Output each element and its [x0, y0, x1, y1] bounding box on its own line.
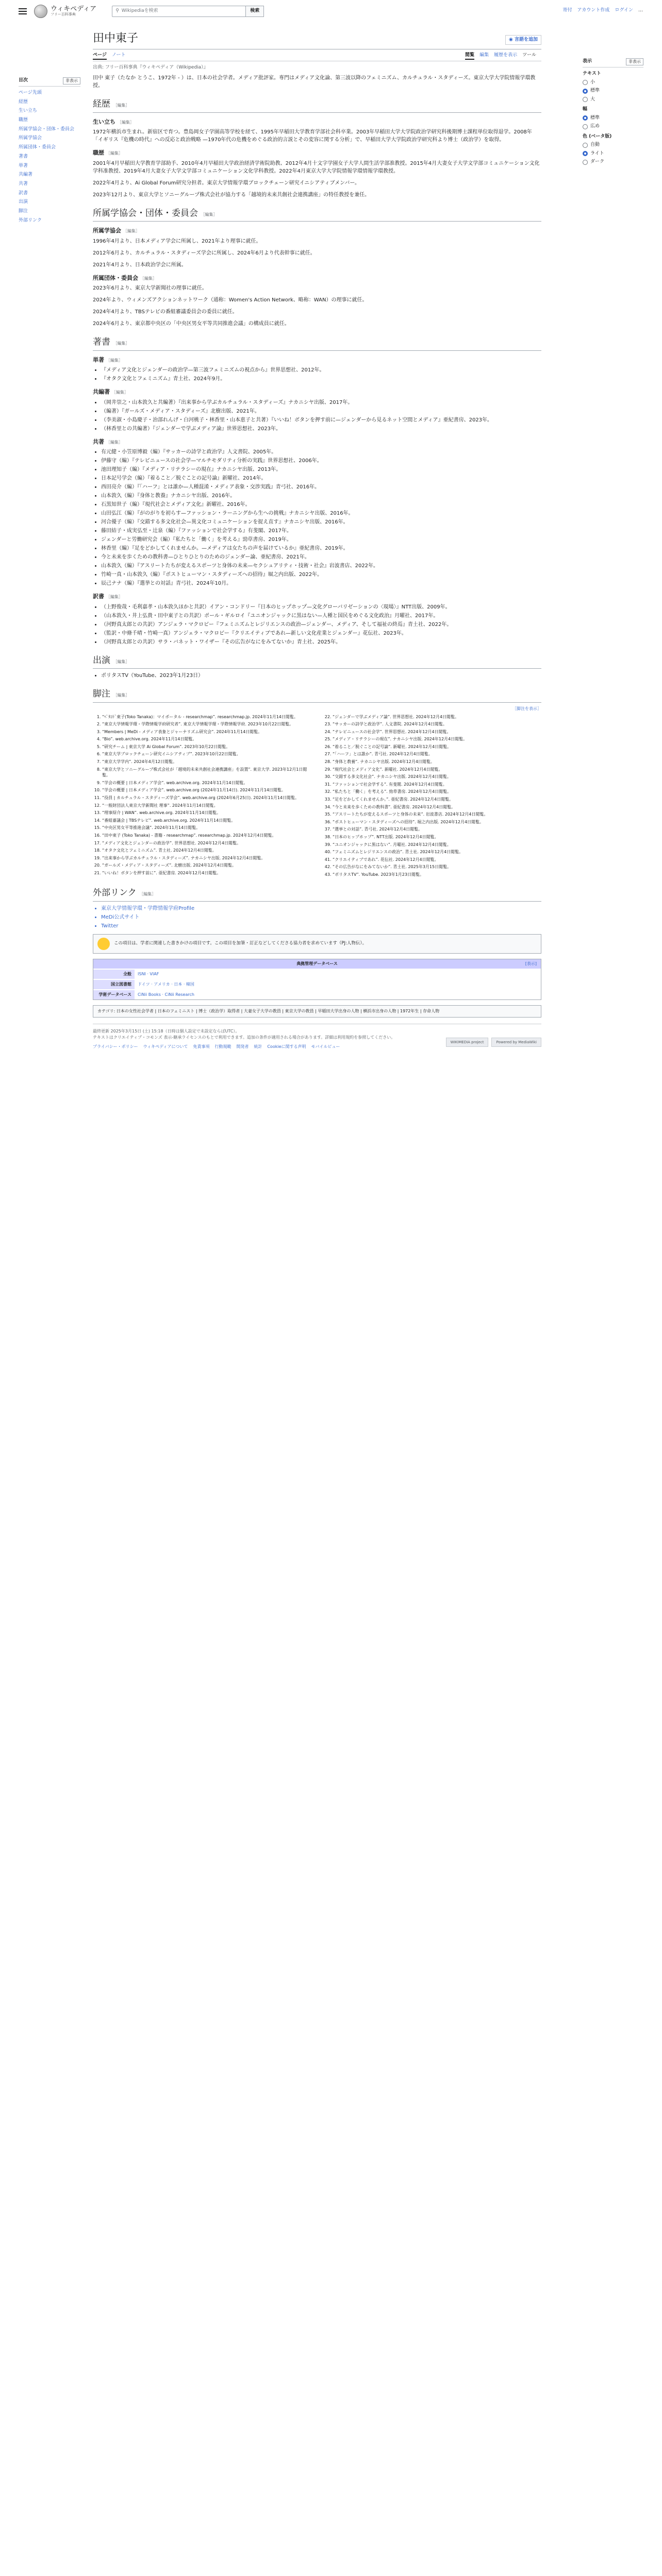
footer-link[interactable]: Cookieに関する声明 [267, 1044, 306, 1049]
org-paragraph: 2024年4月より、TBSテレビの番組審議委員会の委員に就任。 [93, 309, 238, 315]
list-item: • 山本敦久（編）『身体と教養』ナカニシヤ出版、2016年。 [101, 492, 541, 500]
toc-item[interactable]: 所属学協会・団体・委員会 [19, 126, 75, 132]
list-item[interactable]: • MeDi公式サイト [101, 913, 541, 921]
reference-item[interactable]: 3. “Members | MeDi - メディア表象とジャーナリズム研究会”. 2024年11月14日閲覧。 [102, 729, 311, 735]
more-options-icon[interactable]: … [638, 8, 643, 13]
page-title: 田中東子 ◉ 言語を追加 [93, 30, 541, 49]
reference-item[interactable]: 21. “いいね！ボタンを押す前に”. 亜紀書房. 2024年12月4日閲覧。 [102, 870, 311, 876]
list-item[interactable]: • Twitter [101, 922, 541, 930]
list-item: • （林香里との共編著）『ジェンダーで学ぶメディア論』世界思想社、2023年。 [101, 425, 541, 433]
toc-list [19, 89, 80, 225]
list-item: • 『オタク文化とフェミニズム』青土社、2024年9月。 [101, 375, 541, 383]
reference-item[interactable]: 19. “出来事から学ぶカルチュラル・スタディーズ”. ナカニシヤ出版. 2024年12月4日閲覧。 [102, 855, 311, 861]
section-career: 経歴 ［編集］ [93, 98, 541, 113]
list-item: • 『メディア文化とジェンダーの政治学—第三波フェミニズムの視点から』世界思想社、2012年。 [101, 366, 541, 374]
coed-books-list [101, 399, 541, 433]
subsection-birth: 生い立ち ［編集］ [93, 118, 134, 125]
single-books-list [101, 366, 541, 383]
reference-item[interactable]: 23. “サッカーの詩学と政治学”. 人文書院. 2024年12月4日閲覧。 [333, 721, 541, 727]
reference-item[interactable]: 6. “東京大学ブロックチェーン研究イニシアティブ”. 2023年10月22日閲覧。 [102, 751, 311, 757]
toc-sidebar [19, 77, 80, 225]
add-language-button[interactable]: ◉ 言語を追加 [505, 35, 541, 45]
reference-item[interactable]: 2. “東京大学情報学環・学際情報学府研究者”. 東京大学情報学環・学際情報学府. 2023年10月22日閲覧。 [102, 721, 311, 727]
tab-edit[interactable]: 編集 [479, 53, 489, 58]
edit-section-link[interactable]: ［編集］ [201, 212, 218, 217]
edit-section-link[interactable]: ［編集］ [113, 659, 130, 664]
reference-item[interactable]: 20. “ガールズ・メディア・スタディーズ”. 北樹出版. 2024年12月4日閲覧。 [102, 862, 311, 869]
appearance-hide-button[interactable]: 非表示 [626, 58, 643, 65]
edit-section-link[interactable]: ［編集］ [113, 693, 130, 698]
from-wikipedia: 出典: フリー百科事典『ウィキペディア（Wikipedia）』 [93, 64, 208, 70]
footer-link[interactable]: モバイルビュー [311, 1044, 340, 1049]
text-size-label: テキスト [583, 71, 601, 76]
toc-item[interactable]: 外部リンク [19, 217, 42, 223]
reference-item[interactable]: 4. “Bio”. web.archive.org. 2024年11月14日閲覧。 [102, 736, 311, 742]
tab-tools[interactable]: ツール [522, 53, 536, 58]
job-paragraph: 2023年12月より、東京大学とソニーグループ株式会社が協力する「越境的未来共創社会連携講座」の特任教授を兼任。 [93, 192, 370, 198]
authority-row-label: 学術データベース [93, 990, 135, 999]
color-auto[interactable]: 自動 [583, 142, 643, 149]
search-input[interactable] [112, 6, 246, 17]
authority-row-links[interactable]: ドイツ · アメリカ · 日本 · 韓国 [135, 980, 541, 989]
subsection-job: 職歴 ［編集］ [93, 149, 123, 156]
reference-item[interactable]: 24. “テレビニュースの社会学”. 世界思想社. 2024年12月4日閲覧。 [333, 729, 541, 735]
list-item[interactable]: • 東京大学情報学環・学際情報学府Profile [101, 905, 541, 912]
donate-link[interactable]: 寄付 [562, 8, 572, 13]
reference-item[interactable]: 25. “メディア・リテラシーの現在”. ナカニシヤ出版. 2024年12月4日閲覧。 [333, 736, 541, 742]
list-item: • （山本敦久・井上弘貴・田中東子との共訳）ポール・ギルロイ『ユニオンジャックに黒はない—人種と国民をめぐる文化政治』月曜社、2017年。 [101, 612, 541, 620]
authority-row-links[interactable]: ISNI · VIAF [135, 970, 541, 979]
footer-link[interactable]: 免責事項 [193, 1044, 210, 1049]
reference-item[interactable]: 26. “着ること／脱ぐことの記号論”. 新曜社. 2024年12月4日閲覧。 [333, 744, 541, 750]
list-item: • 山田弘江（編）『がのがりを初らす—ファッション・ラーニングから生への挑戦』ナカニシヤ出版、2016年。 [101, 510, 541, 517]
reference-item[interactable]: 1. “ﾍﾟﾀｺﾄﾞ東子(Toko Tanaka)：マイポータル - researchmap”. researchmap.jp. 2024年11月14日閲覧。 [102, 714, 311, 720]
search-form [112, 6, 264, 17]
footer-link[interactable]: 統計 [254, 1044, 262, 1049]
create-account-link[interactable]: アカウント作成 [577, 8, 610, 13]
job-paragraph: 2001年4月早稲田大学教育学部助手、2010年4月早稲田大学政治経済学術院助教、2012年4月十文字学園女子大学人間生活学部准教授。2015年4月大妻女子大学文学部コミュニケーション文化学科准教授、2019年4月大妻女子大学文学部コミュニケーション文化学科教授。2022年4月東京大学大学院情報学環情報学環教授。 [93, 160, 540, 174]
search-icon: ⚲ [115, 8, 119, 14]
page-footer [93, 1024, 541, 1050]
reference-item[interactable]: 17. “メディア文化とジェンダーの政治学”. 世界思想社. 2024年12月4日閲覧。 [102, 840, 311, 846]
reference-item[interactable]: 15. “中央区男女平等推進会議”. 2024年11月14日閲覧。 [102, 825, 311, 831]
reference-item[interactable]: 41. “クリエイティブであれ”. 花伝社. 2024年12月4日閲覧。 [333, 857, 541, 863]
toc-item[interactable]: 共著 [19, 181, 28, 187]
color-light[interactable]: ライト [583, 150, 643, 158]
reference-item[interactable]: 8. “東京大学とソニーグループ株式会社が「越境的未来共創社会連携講座」を設置”. 東京大学. 2023年12月1日閲覧。 [102, 767, 311, 778]
edit-section-link[interactable]: ［編集］ [113, 341, 130, 346]
reference-item[interactable]: 33. “足をどかしてくれませんか。”. 亜紀書房. 2024年12月4日閲覧。 [333, 796, 541, 803]
toc-title: 目次 [19, 78, 28, 83]
appearance-title: 表示 [583, 59, 592, 64]
toc-item[interactable]: 訳書 [19, 190, 28, 196]
reference-item[interactable]: 7. “東京大学学内”. 2024年4月12日閲覧。 [102, 759, 311, 765]
list-item: • 今と未来を歩くための教科書—ひとりひとりのためのジェンダー論、亜紀書房、2021年。 [101, 553, 541, 561]
list-item: • 有元健・小笠原博毅（編）『サッカーの詩学と政治学』人文書院、2005年。 [101, 448, 541, 456]
org-paragraph: 2023年6月より、東京大学新聞社の理事に就任。 [93, 285, 207, 291]
list-item: • （監訳・中條千晴・竹崎一真）アンジェラ・マクロビー『クリエイティブであれ—新しい文化産業とジェンダー』花伝社、2023年。 [101, 630, 541, 637]
reference-item[interactable]: 38. “日本のヒップホップ”. NTT出版. 2024年12月4日閲覧。 [333, 834, 541, 840]
subsection-co: 共著 ［編集］ [93, 438, 123, 445]
toc-item[interactable]: 所属学協会 [19, 135, 42, 141]
list-item: • （岡井崇之・山本敦久と共編著）『出来事から学ぶカルチュラル・スタディーズ』ナカニシヤ出版、2017年。 [101, 399, 541, 406]
reference-item[interactable]: 9. “学会の概要 | 日本メディア学会”. web.archive.org. 2024年11月14日閲覧。 [102, 780, 311, 786]
toc-item[interactable]: 脚注 [19, 208, 28, 214]
wikipedia-globe-icon [34, 5, 47, 18]
site-logo[interactable] [34, 5, 96, 18]
edit-section-link[interactable]: ［編集］ [111, 390, 128, 395]
page-tabs [93, 49, 541, 61]
search-button[interactable]: 検索 [245, 6, 264, 17]
appearance-list [101, 672, 541, 680]
edit-section-link[interactable]: ［編集］ [140, 276, 157, 281]
logo-title: ウィキペディア [51, 5, 97, 13]
reference-item[interactable]: 35. “アスリートたちが変えるスポーツと身体の未来”. 岩波書店. 2024年12月4日閲覧。 [333, 811, 541, 818]
list-item: • ポリタスTV（YouTube、2023年1月23日） [101, 672, 541, 680]
edit-section-link[interactable]: ［編集］ [106, 439, 123, 445]
authority-row-links[interactable]: CiNii Books · CiNii Research [135, 990, 541, 999]
list-item: • 日本記号学会（編）『着ること／脱ぐことの記号論』新曜社、2014年。 [101, 474, 541, 482]
stub-notice: この項目は、学者に関連した書きかけの項目です。この項目を加筆・訂正などしてくださる協力者を求めています（PJ:人物伝）。 [93, 934, 541, 954]
list-item: • （河野真太郎との共訳）アンジェラ・マクロビー『フェミニズムとレジリエンスの政治—ジェンダー、メディア、そして福祉の終焉』青土社、2022年。 [101, 621, 541, 629]
list-item: • 藤田結子・成実弘至・辻泉（編）『ファッションで社会学する』有斐閣、2017年。 [101, 527, 541, 535]
reference-item[interactable]: 12. “一般財団法人東京大学新聞社 理事”. 2024年11月14日閲覧。 [102, 803, 311, 809]
reference-item[interactable]: 16. “田中東子 (Toko Tanaka) - 書籍 - researchmap”. researchmap.jp. 2024年12月4日閲覧。 [102, 833, 311, 839]
edit-section-link[interactable]: ［編集］ [139, 892, 156, 897]
authority-row-label: 全般 [93, 970, 135, 979]
width-standard[interactable]: 標準 [583, 115, 643, 122]
login-link[interactable]: ログイン [615, 8, 633, 13]
mediawiki-badge[interactable]: Powered by MediaWiki [491, 1038, 541, 1047]
list-item: • 池田理知子（編）『メディア・リテラシーの現在』ナカニシヤ出版、2013年。 [101, 466, 541, 473]
toc-item[interactable]: 共編著 [19, 172, 33, 178]
reference-item[interactable]: 18. “オタク文化とフェミニズム”. 青土社. 2024年12月4日閲覧。 [102, 848, 311, 854]
width-label: 幅 [583, 107, 588, 112]
stub-icon [97, 938, 110, 950]
reference-item[interactable]: 39. “ユニオンジャックに黒はない”. 月曜社. 2024年12月4日閲覧。 [333, 842, 541, 848]
list-item: • 山本敦久（編）『アスリートたちが変えるスポーツと身体の未来—セクシュアリティ・技術・社会』岩波書店、2022年。 [101, 562, 541, 570]
toc-item[interactable]: 職歴 [19, 117, 28, 123]
subsection-coed: 共編著 ［編集］ [93, 388, 128, 395]
section-notes: 脚注 ［編集］ [93, 688, 541, 703]
reference-item[interactable]: 32. “私たちと「働く」を考える”. 勁草書房. 2024年12月4日閲覧。 [333, 789, 541, 795]
color-label: 色 (ベータ版) [583, 133, 612, 139]
reference-item[interactable]: 14. “番組審議会 | TBSテレビ”. web.archive.org. 2024年11月14日閲覧。 [102, 818, 311, 824]
edit-section-link[interactable]: ［編集］ [123, 229, 140, 233]
footer-link[interactable]: 行動規範 [214, 1044, 231, 1049]
org-paragraph: 2024年6月より、東京都中央区の「中央区男女平等共同推進会議」の構成員に就任。 [93, 321, 290, 327]
authority-row [93, 989, 541, 999]
reference-item[interactable]: 31. “ファッションで社会学する”. 有斐閣. 2024年12月4日閲覧。 [333, 782, 541, 788]
category-links[interactable]: カテゴリ: 日本の女性社会学者 | 日本のフェミニスト | 博士（政治学）取得者 | 大妻女子大学の教員 | 東京大学の教員 | 早稲田大学出身の人物 | 横浜市出身の人物 | 1972年生 | 存命人物 [93, 1005, 541, 1018]
reference-item[interactable]: 37. “選挙との対話”. 青弓社. 2024年12月4日閲覧。 [333, 826, 541, 833]
edit-section-link[interactable]: ［編集］ [113, 103, 130, 108]
toc-item[interactable]: 著書 [19, 154, 28, 159]
text-size-small[interactable]: 小 [583, 79, 643, 87]
reference-item[interactable]: 22. “ジェンダーで学ぶメディア論”. 世界思想社. 2024年12月4日閲覧。 [333, 714, 541, 720]
tab-talk[interactable]: ノート [111, 53, 126, 58]
reference-item[interactable]: 13. “理事紹介 | WAN”. web.archive.org. 2024年11月14日閲覧。 [102, 810, 311, 816]
external-links-list [101, 905, 541, 930]
list-item: • 伊藤守（編）『テレビニュースの社会学—マルチモダリティ分析の実践』世界思想社、2006年。 [101, 457, 541, 465]
authority-control [93, 959, 541, 1000]
org-paragraph: 1996年4月より、日本メディア学会に所属し、2021年より理事に就任。 [93, 238, 261, 244]
authority-toggle[interactable]: [表示] [525, 961, 537, 966]
reference-item[interactable]: 36. “ポストヒューマン・スタディーズへの招待”. 堀之内出版. 2024年12月4日閲覧。 [333, 819, 541, 825]
reference-item[interactable]: 40. “フェミニズムとレジリエンスの政治”. 青土社. 2024年12月4日閲覧。 [333, 849, 541, 855]
tab-read[interactable]: 閲覧 [465, 53, 474, 60]
co-books-list [101, 448, 541, 587]
list-item: • 石黒知世子（編）『現代社会とメディア文化』新曜社、2016年。 [101, 501, 541, 509]
toc-item[interactable]: 経歴 [19, 99, 28, 105]
toc-hide-button[interactable]: 非表示 [63, 77, 80, 84]
last-modified: 最終更新 2025年3月15日 (土) 15:18（日時は個人設定で未設定ならばUTC）。 [93, 1028, 240, 1033]
logo-subtitle: フリー百科事典 [51, 12, 76, 17]
list-item: • 竹崎一真・山本敦久（編）『ポストヒューマン・スタディーズへの招待』堀之内出版、2022年。 [101, 571, 541, 579]
job-paragraph: 2022年4月より、Ai Global Forum研究分担者。東京大学情報学環ブロックチェーン研究イニシアティブメンバー。 [93, 180, 360, 186]
org-paragraph: 2012年6月より、カルチュラル・スタディーズ学会に所属し、2024年6月より代表幹事に就任。 [93, 250, 316, 256]
edit-section-link[interactable]: ［編集］ [106, 151, 123, 156]
list-item: • （河野真太郎との共訳）サラ・バネット・ワイザー『その広告がなにをみてないか』青土社、2025年。 [101, 638, 541, 646]
reference-item[interactable]: 11. “役員 | カルチュラル・スタディーズ学会”. web.archive.org (2024年6月25日). 2024年11月14日閲覧。 [102, 795, 311, 801]
authority-row [93, 969, 541, 979]
tab-page[interactable]: ページ [93, 53, 107, 60]
edit-section-link[interactable]: ［編集］ [117, 120, 134, 125]
notes-toggle[interactable]: ［脚注を表示］ [512, 706, 541, 711]
reference-item[interactable]: 5. “研究チーム | 東京大学 Ai Global Forum”. 2023年10月22日閲覧。 [102, 744, 311, 750]
toc-item[interactable]: 出演 [19, 199, 28, 205]
section-appearance: 出演 ［編集］ [93, 654, 541, 669]
text-size-standard[interactable]: 標準 [583, 88, 643, 95]
search-placeholder: Wikipediaを検索 [121, 8, 158, 14]
birth-paragraph: 1972年横浜市生まれ。新宿区で育つ。豊島岡女子学園高等学校を経て、1995年早稲田大学教育学部社会科卒業。2003年早稲田大学大学院政治学研究科後期博士課程単位取得退学。2008年「イギリス『危機の時代』への反応と政治戦略 —1970年代の危機をめぐる政治的言説とその変容に関する分析」で、早稲田大学大学院政治学研究科より博士（政治学）を取得。 [93, 129, 532, 143]
appearance-sidebar [583, 54, 643, 167]
section-books: 著書 ［編集］ [93, 336, 541, 351]
license-text: テキストはクリエイティブ・コモンズ 表示-継承ライセンスのもとで利用できます。追加の条件が適用される場合があります。詳細は利用規約を参照してください。 [93, 1035, 395, 1040]
toc-item[interactable]: ページ先頭 [19, 90, 42, 95]
list-item: • （編著）『ガールズ・メディア・スタディーズ』北樹出版、2021年。 [101, 408, 541, 415]
subsection-single: 単著 ［編集］ [93, 356, 123, 363]
footer-link[interactable]: 開発者 [236, 1044, 249, 1049]
section-org: 所属学協会・団体・委員会 ［編集］ [93, 207, 541, 222]
references-list [93, 714, 541, 879]
toc-item[interactable]: 所属団体・委員会 [19, 145, 56, 150]
list-item: • （上野俊哉・毛利嘉孝・山本敦久ほかと共訳）イアン・コンドリー『日本のヒップホップ—文化グローバリゼーションの〈現場〉』NTT出版、2009年。 [101, 603, 541, 611]
reference-item[interactable]: 10. “学会の概要 | 日本メディア学会”. web.archive.org (2024年11月14日). 2024年11月14日閲覧。 [102, 787, 311, 793]
reference-item[interactable]: 28. “身体と教養”. ナカニシヤ出版. 2024年12月4日閲覧。 [333, 759, 541, 765]
width-wide[interactable]: 広め [583, 123, 643, 130]
subsection-tr: 訳書 ［編集］ [93, 593, 123, 600]
toc-item[interactable]: 単著 [19, 163, 28, 168]
color-dark[interactable]: ダーク [583, 159, 643, 166]
org-paragraph: 2021年4月より、日本政治学会に所属。 [93, 262, 187, 268]
list-item: • 西田亮介（編）『「ハーフ」とは誰か—人種混淆・メディア表象・交渉実践』青弓社、2016年。 [101, 483, 541, 491]
authority-title: 典拠管理データベース [296, 961, 338, 966]
reference-item[interactable]: 43. “ポリタスTV”. YouTube. 2023年1月23日閲覧。 [333, 872, 541, 878]
list-item: • （李美淑・小島慶子・治部れんげ・白河桃子・林香里・山本恵子と共著）『いいね！ボタンを押す前に—ジェンダーから見るネット空間とメディア』亜紀書房、2023年。 [101, 416, 541, 424]
user-links [563, 7, 644, 14]
reference-item[interactable]: 34. “今と未来を歩くための教科書”. 亜紀書房. 2024年12月4日閲覧。 [333, 804, 541, 810]
footer-link[interactable]: ウィキペディアについて [143, 1044, 188, 1049]
footer-link[interactable]: プライバシー・ポリシー [93, 1044, 138, 1049]
reference-item[interactable]: 29. “現代社会とメディア文化”. 新曜社. 2024年12月4日閲覧。 [333, 767, 541, 773]
text-size-large[interactable]: 大 [583, 96, 643, 104]
reference-item[interactable]: 42. “その広告がなにをみてないか”. 青土社. 2025年3月15日閲覧。 [333, 864, 541, 870]
reference-item[interactable]: 27. “「ハーフ」とは誰か”. 青弓社. 2024年12月4日閲覧。 [333, 751, 541, 757]
subsection-org1: 所属学協会 ［編集］ [93, 227, 140, 234]
list-item: • 林香里（編）『足をどかしてくれませんか。—メディアは女たちの声を届けているか』亜紀書房、2019年。 [101, 545, 541, 552]
reference-item[interactable]: 30. “交錯する多文化社会”. ナカニシヤ出版. 2024年12月4日閲覧。 [333, 774, 541, 780]
tab-history[interactable]: 履歴を表示 [494, 53, 518, 58]
main-menu-icon[interactable] [19, 6, 29, 16]
section-external: 外部リンク ［編集］ [93, 887, 541, 902]
list-item: • 河合優子（編）『交錯する多文化社会—異文化コミュニケーションを捉え直す』ナカニシヤ出版、2016年。 [101, 518, 541, 526]
org-paragraph: 2024年より、ウィメンズアクションネットワーク（通称：Women's Action Network、略称：WAN）の理事に就任。 [93, 297, 368, 303]
toc-item[interactable]: 生い立ち [19, 108, 38, 114]
site-header [0, 0, 662, 23]
article-content [93, 30, 541, 1050]
wikimedia-badge[interactable]: WIKIMEDIA project [446, 1038, 489, 1047]
authority-row [93, 979, 541, 989]
list-item: • ジェンダーと労働研究会（編）『私たちと「働く」を考える』勁草書房、2019年。 [101, 536, 541, 544]
lead-paragraph: 田中 東子（たなか とうこ、1972年 - ）は、日本の社会学者。メディア批評家。専門はメディア文化論、第三波以降のフェミニズム、カルチュラル・スタディーズ。東京大学大学院情報学環教授。 [93, 75, 536, 89]
edit-section-link[interactable]: ［編集］ [106, 595, 123, 599]
translations-list [101, 603, 541, 646]
edit-section-link[interactable]: ［編集］ [106, 358, 123, 363]
list-item: • 辰己ナナ（編）『選挙との対話』青弓社、2024年10月。 [101, 580, 541, 587]
subsection-org2: 所属団体・委員会 ［編集］ [93, 274, 157, 281]
authority-row-label: 国立図書館 [93, 980, 135, 989]
